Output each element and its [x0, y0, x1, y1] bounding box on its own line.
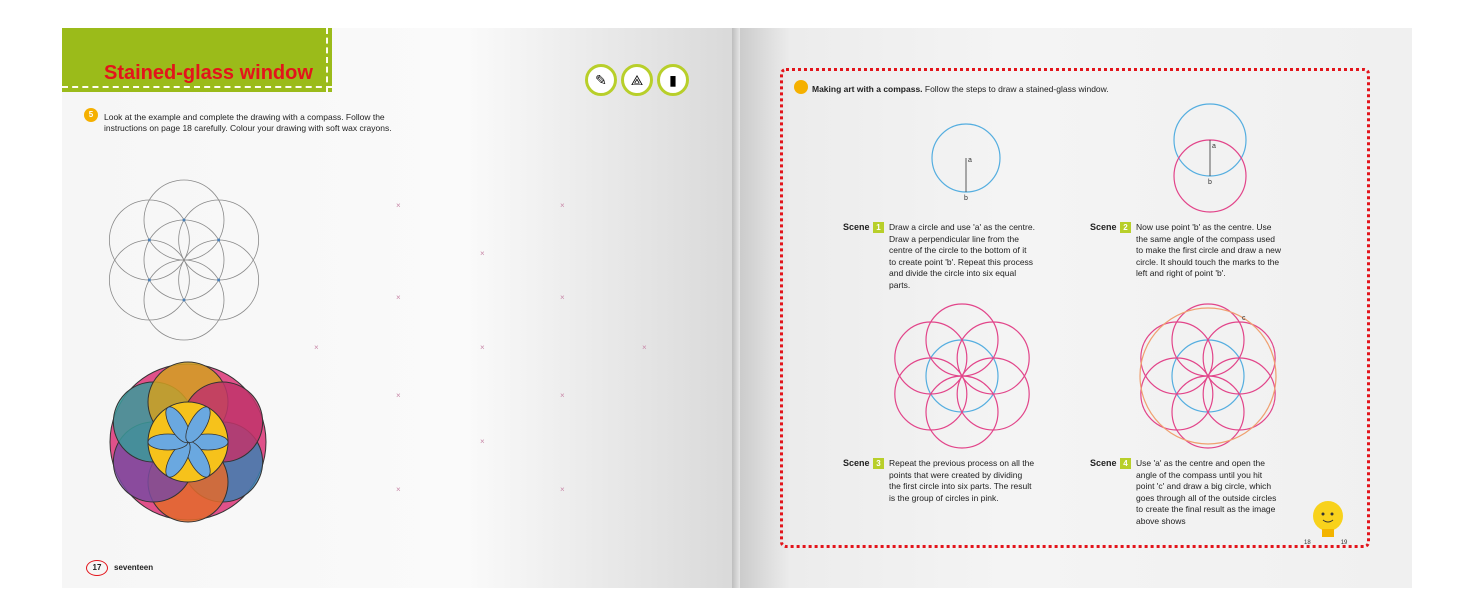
scene-text: Now use point 'b' as the centre. Use the same angle of the compass used to make the first circle and draw a new circle. It should touch the marks to the left and right of point 'b'.	[1136, 222, 1282, 278]
scene-label: Scene	[1090, 222, 1117, 232]
scene-4-diagram	[1138, 304, 1278, 454]
steps-heading	[812, 84, 1109, 94]
footer-left: 18	[1304, 540, 1311, 546]
cross-mark: ×	[560, 485, 565, 494]
point-a-label: a	[968, 157, 972, 164]
scene-text: Repeat the previous process on all the points that were created by dividing the first circle into six parts. The result is the group of circles in pink.	[889, 458, 1035, 503]
scene-2-diagram	[1170, 100, 1250, 216]
centre-dot	[183, 219, 186, 222]
cross-mark: ×	[480, 437, 485, 446]
scene-1	[843, 222, 1043, 302]
footer-numbers	[1304, 540, 1347, 546]
example-coloured-window	[104, 350, 272, 540]
cross-mark: ×	[642, 343, 647, 352]
scene-text: Draw a circle and use 'a' as the centre. Draw a perpendicular line from the centre of the circle to the bottom of it to create point 'b'. Repeat this process and divide the circle into six equal parts.	[889, 222, 1035, 290]
cross-mark: ×	[396, 485, 401, 494]
scene-label: Scene	[843, 222, 870, 232]
scene-number: 3	[873, 458, 884, 469]
page-word: seventeen	[114, 563, 154, 572]
centre-dot	[217, 239, 220, 242]
point-b-label: b	[1208, 179, 1212, 186]
lightbulb-mascot	[1308, 498, 1348, 544]
page-footer	[86, 560, 153, 576]
scene-number: 4	[1120, 458, 1131, 469]
cross-mark: ×	[480, 249, 485, 258]
scene-2	[1090, 222, 1290, 292]
lightbulb-icon	[794, 80, 808, 94]
point-c-label: c	[1242, 315, 1246, 322]
footer-right: 19	[1340, 540, 1348, 546]
scene-number: 2	[1120, 222, 1131, 233]
scene-label: Scene	[1090, 458, 1117, 468]
scene-3	[843, 458, 1043, 528]
scene-4	[1090, 458, 1290, 538]
point-b-label: b	[964, 195, 968, 202]
scene-number: 1	[873, 222, 884, 233]
compass-icon: ⟁	[621, 64, 653, 96]
centre-dot	[148, 239, 151, 242]
centre-dot	[183, 299, 186, 302]
exercise-instructions: Look at the example and complete the drawing with a compass. Follow the instructions on page 18 carefully. Colour your drawing with soft wax crayons.	[104, 112, 392, 133]
cross-mark: ×	[396, 391, 401, 400]
scene-3-diagram	[892, 304, 1032, 454]
page-title: Stained-glass window	[104, 62, 313, 84]
example-pencil-drawing	[104, 180, 264, 340]
page-number: 17	[86, 560, 108, 576]
cross-mark: ×	[396, 293, 401, 302]
exercise-number: 5	[84, 108, 98, 122]
tool-icons	[585, 64, 689, 96]
compass-marks	[300, 200, 660, 500]
steps-heading-bold: Making art with a compass.	[812, 84, 923, 94]
point-a-label: a	[1212, 143, 1216, 150]
pencils-icon: ✎	[585, 64, 617, 96]
cross-mark: ×	[480, 343, 485, 352]
cross-mark: ×	[314, 343, 319, 352]
cross-mark: ×	[560, 391, 565, 400]
steps-heading-rest: Follow the steps to draw a stained-glass window.	[922, 84, 1109, 94]
book-spine	[732, 28, 740, 588]
cross-mark: ×	[560, 293, 565, 302]
cross-mark: ×	[396, 201, 401, 210]
scene-text: Use 'a' as the centre and open the angle of the compass until you hit point 'c' and draw a big circle, which goes through all of the outside circles to create the final result as the image above shows	[1136, 458, 1277, 526]
centre-dot	[148, 279, 151, 282]
crayons-icon: ▮	[657, 64, 689, 96]
scene-label: Scene	[843, 458, 870, 468]
centre-dot	[217, 279, 220, 282]
scene-1-diagram	[928, 118, 1004, 204]
cross-mark: ×	[560, 201, 565, 210]
